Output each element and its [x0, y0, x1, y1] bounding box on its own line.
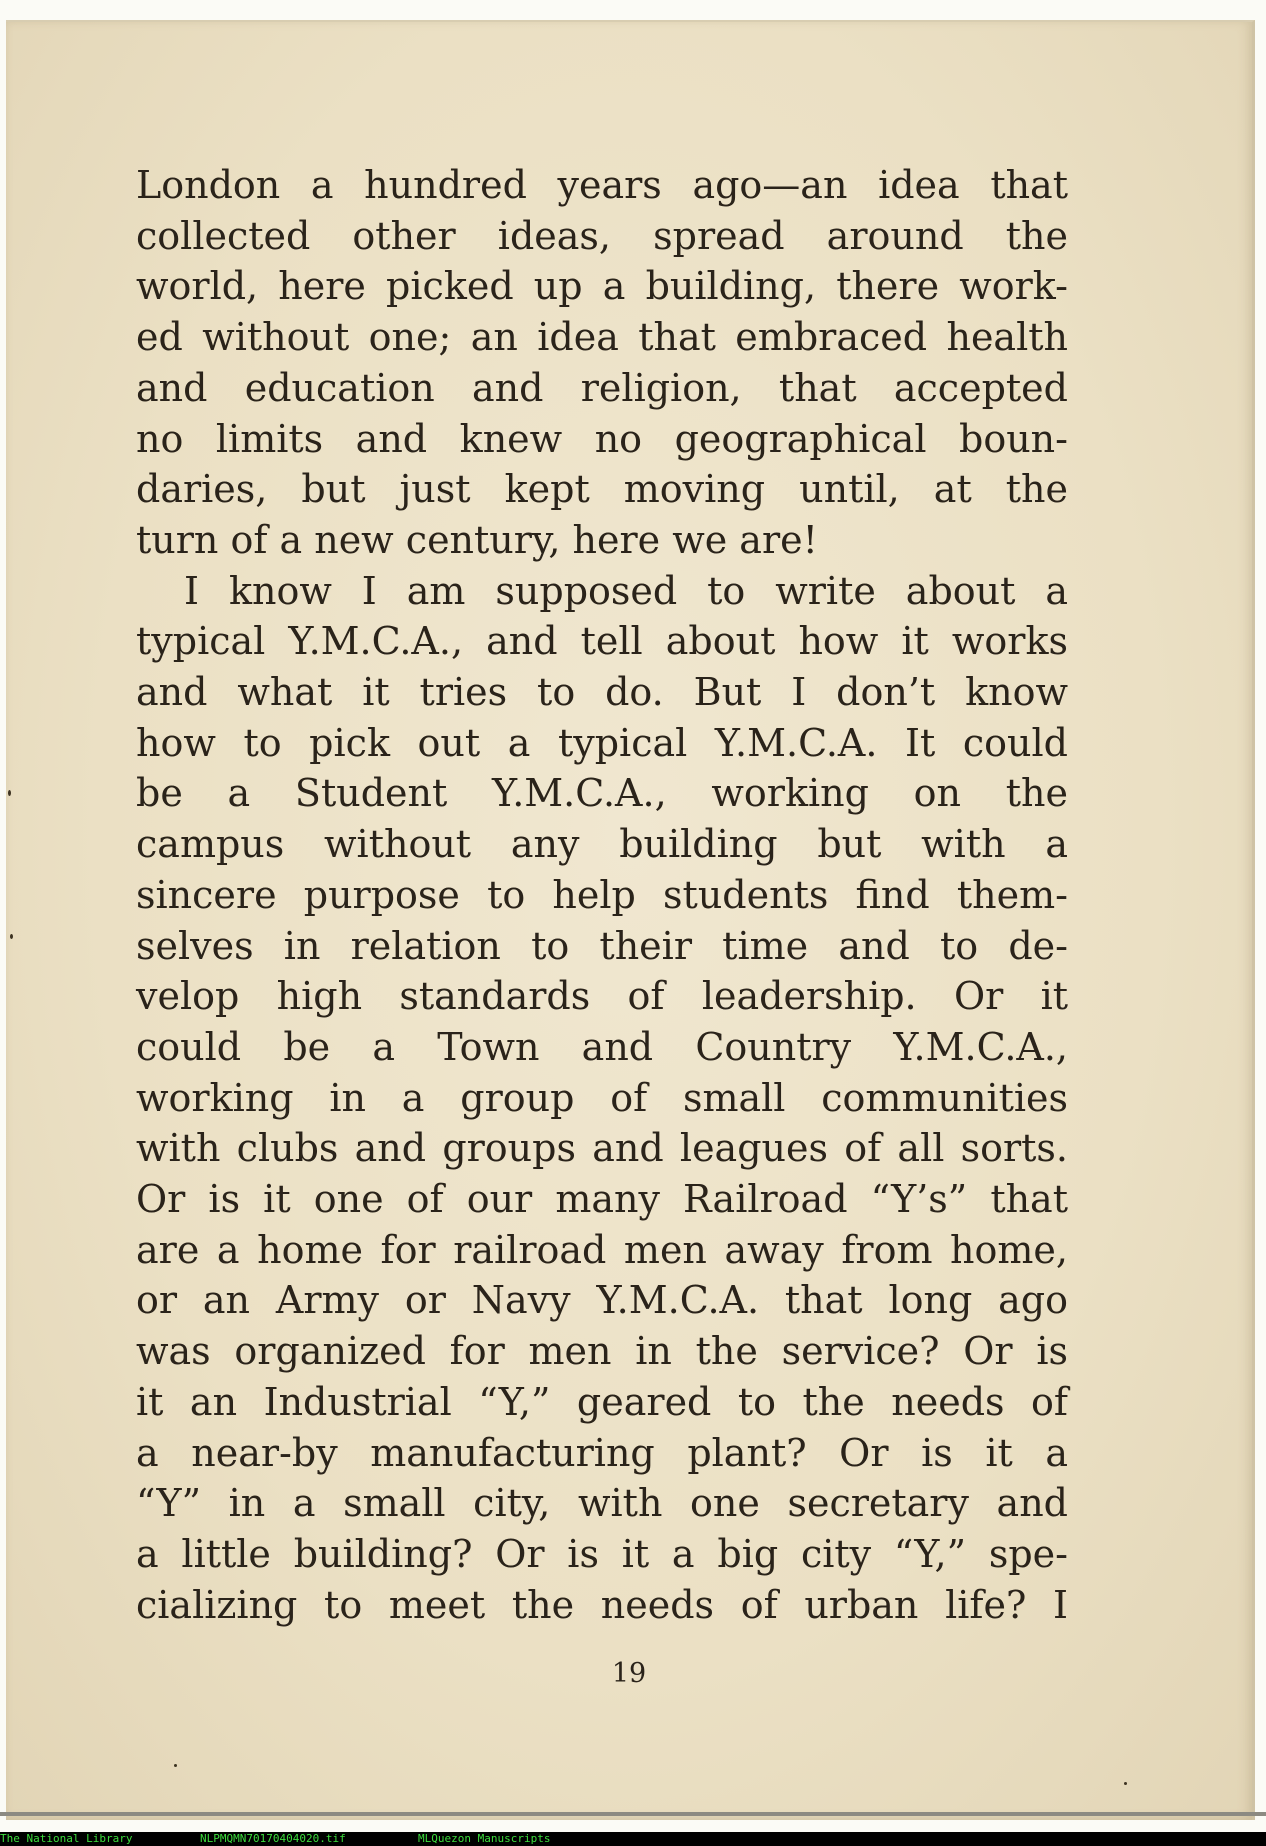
- text-line: it an Industrial “Y,” geared to the needs of: [136, 1379, 1068, 1424]
- text-line: and what it tries to do. But I don’t know: [136, 670, 1068, 715]
- paper-speck: [174, 1764, 177, 1767]
- text-line: daries, but just kept moving until, at the: [136, 467, 1068, 512]
- text-line: be a Student Y.M.C.A., working on the: [136, 771, 1068, 816]
- text-line: ed without one; an idea that embraced health: [136, 315, 1068, 360]
- paper-speck: [10, 934, 13, 939]
- text-line: no limits and knew no geographical boun-: [136, 416, 1068, 461]
- text-line: selves in relation to their time and to de-: [136, 923, 1068, 968]
- footer-filename: NLPMQMN70170404020.tif: [200, 1832, 346, 1845]
- page-number: 19: [611, 1658, 647, 1689]
- text-line: cializing to meet the needs of urban life? I: [136, 1582, 1069, 1627]
- footer-library: The National Library: [0, 1832, 133, 1845]
- book-page: [6, 20, 1255, 1820]
- text-line: could be a Town and Country Y.M.C.A.,: [136, 1024, 1068, 1069]
- text-line: how to pick out a typical Y.M.C.A. It could: [136, 720, 1068, 765]
- text-line: world, here picked up a building, there work-: [136, 264, 1068, 309]
- text-line: London a hundred years ago—an idea that: [136, 163, 1068, 207]
- text-line: and education and religion, that accepted: [136, 365, 1068, 410]
- text-line: “Y” in a small city, with one secretary and: [136, 1481, 1068, 1526]
- text-line: a little building? Or is it a big city “Y,” spe-: [136, 1531, 1068, 1576]
- text-line: a near-by manufacturing plant? Or is it a: [136, 1430, 1068, 1475]
- body-text: [136, 160, 1068, 1630]
- text-line: with clubs and groups and leagues of all sorts.: [136, 1126, 1068, 1171]
- text-line: or an Army or Navy Y.M.C.A. that long ago: [136, 1278, 1068, 1323]
- scan-footer-bar: [0, 1832, 1266, 1846]
- text-line: velop high standards of leadership. Or it: [136, 974, 1068, 1019]
- text-line: I know I am supposed to write about a: [184, 568, 1068, 613]
- text-line: typical Y.M.C.A., and tell about how it works: [136, 619, 1068, 664]
- text-line: Or is it one of our many Railroad “Y’s” that: [136, 1177, 1068, 1222]
- paper-speck: [8, 790, 11, 796]
- paragraph-2: [136, 566, 1068, 1631]
- text-line: are a home for railroad men away from home,: [136, 1227, 1068, 1272]
- page-bottom-edge: [0, 1812, 1266, 1816]
- text-line: collected other ideas, spread around the: [136, 213, 1068, 258]
- paragraph-1: [136, 160, 1068, 566]
- text-line: campus without any building but with a: [136, 822, 1068, 867]
- text-line: turn of a new century, here we are!: [136, 517, 818, 562]
- text-line: working in a group of small communities: [136, 1075, 1068, 1120]
- text-line: was organized for men in the service? Or is: [136, 1329, 1068, 1374]
- footer-collection: MLQuezon Manuscripts: [418, 1832, 551, 1845]
- text-line: sincere purpose to help students find them-: [136, 872, 1068, 917]
- paper-speck: [1124, 1782, 1127, 1785]
